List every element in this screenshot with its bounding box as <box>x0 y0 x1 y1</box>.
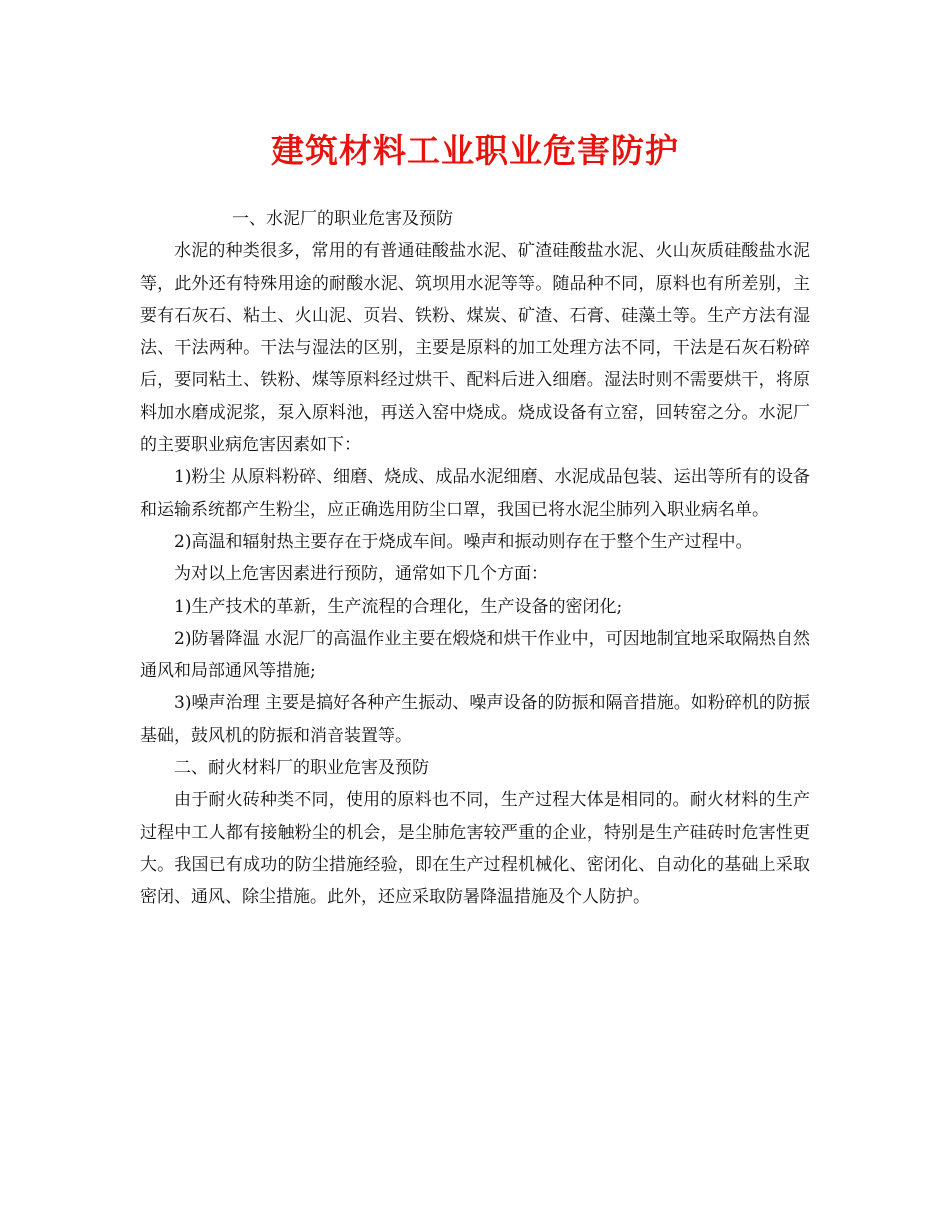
section-heading-refractory: 二、耐火材料厂的职业危害及预防 <box>174 758 429 779</box>
document-title: 建筑材料工业职业危害防护 <box>271 131 679 170</box>
paragraph-dust: 1)粉尘 从原料粉碎、细磨、烧成、成品水泥细磨、水泥成品包装、运出等所有的设备和运输系统都产生粉尘，应正确选用防尘口罩，我国已将水泥尘肺列入职业病名单。 <box>140 467 810 520</box>
paragraph-refractory: 由于耐火砖种类不同，使用的原料也不同，生产过程大体是相同的。耐火材料的生产过程中工人都有接触粉尘的机会，是尘肺危害较严重的企业，特别是生产硅砖时危害性更大。我国已有成功的防尘措施经验，即在生产过程机械化、密闭化、自动化的基础上采取密闭、通风、除尘措施。此外，还应采取防暑降温措施及个人防护。 <box>140 790 810 908</box>
document-body <box>140 203 810 914</box>
paragraph-prevention-intro: 为对以上危害因素进行预防，通常如下几个方面： <box>174 564 548 585</box>
paragraph-heat-noise: 2)高温和辐射热主要存在于烧成车间。噪声和振动则存在于整个生产过程中。 <box>174 531 753 552</box>
paragraph-measure-3: 3)噪声治理 主要是搞好各种产生振动、噪声设备的防振和隔音措施。如粉碎机的防振基础，鼓风机的防振和消音装置等。 <box>140 693 810 746</box>
paragraph-cement-intro: 水泥的种类很多，常用的有普通硅酸盐水泥、矿渣硅酸盐水泥、火山灰质硅酸盐水泥等，此外还有特殊用途的耐酸水泥、筑坝用水泥等等。随品种不同，原料也有所差别，主要有石灰石、粘土、火山泥、页岩、铁粉、煤炭、矿渣、石膏、硅藻土等。生产方法有湿法、干法两种。干法与湿法的区别，主要是原料的加工处理方法不同，干法是石灰石粉碎后，要同粘土、铁粉、煤等原料经过烘干、配料后进入细磨。湿法时则不需要烘干，将原料加水磨成泥浆，泵入原料池，再送入窑中烧成。烧成设备有立窑，回转窑之分。水泥厂的主要职业病危害因素如下： <box>140 241 810 456</box>
section-heading-cement: 一、水泥厂的职业危害及预防 <box>232 209 453 229</box>
paragraph-measure-1: 1)生产技术的革新，生产流程的合理化，生产设备的密闭化; <box>174 596 623 617</box>
paragraph-measure-2: 2)防暑降温 水泥厂的高温作业主要在煅烧和烘干作业中，可因地制宜地采取隔热自然通风和局部通风等措施; <box>140 628 810 682</box>
